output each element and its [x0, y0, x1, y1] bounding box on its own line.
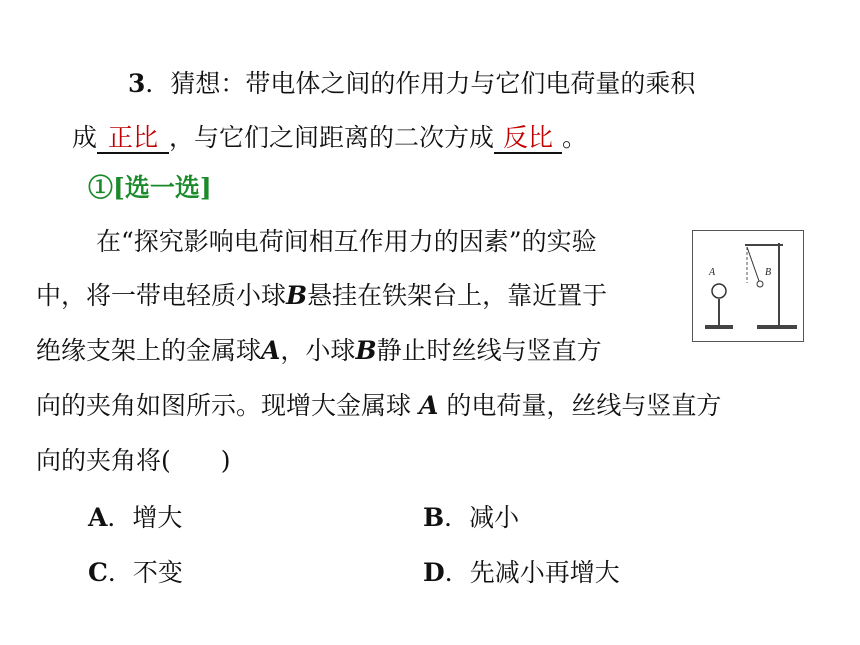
experiment-diagram [693, 231, 803, 341]
question-line-1: 在“探究影响电荷间相互作用力的因素”的实验 [96, 227, 597, 256]
intro-text-2-end: 。 [562, 123, 588, 152]
q3-a: 绝缘支架上的金属球 [36, 336, 262, 365]
option-c-text: 不变 [132, 558, 183, 587]
intro-line-1 [128, 68, 695, 100]
option-b-letter: B [423, 503, 445, 532]
option-a-dot: ． [107, 503, 133, 532]
option-b[interactable] [423, 502, 519, 534]
experiment-figure [692, 230, 804, 342]
question-line-5: 向的夹角将( ) [36, 446, 231, 475]
q4-b: A [418, 391, 439, 420]
option-c-letter: C [88, 558, 108, 587]
stand-a-base [705, 325, 733, 329]
item-number-sep: ． [145, 69, 171, 98]
intro-text-2-mid: ，与它们之间距离的二次方成 [169, 123, 495, 152]
option-a-text: 增大 [132, 503, 183, 532]
option-d-text: 先减小再增大 [469, 558, 620, 587]
option-d-letter: D [423, 558, 445, 587]
option-d[interactable] [423, 557, 620, 589]
answer-blank-2: 反比 [494, 124, 562, 154]
item-number: 3 [128, 69, 146, 98]
intro-text-1: 猜想：带电体之间的作用力与它们电荷量的乘积 [170, 69, 696, 98]
q3-d: B [355, 336, 377, 365]
label-b: B [765, 267, 772, 278]
silk-thread [747, 247, 759, 281]
option-a-letter: A [88, 503, 108, 532]
option-b-text: 减小 [469, 503, 520, 532]
q3-c: ，小球 [280, 336, 356, 365]
question-line-4 [36, 390, 721, 422]
option-a[interactable] [88, 502, 182, 534]
q2-b: B [286, 281, 308, 310]
iron-stand-base [757, 325, 797, 329]
option-b-dot: ． [444, 503, 470, 532]
ball-b [757, 281, 763, 287]
option-c[interactable] [88, 557, 183, 589]
intro-text-2-pre: 成 [72, 123, 98, 152]
q3-e: 静止时丝线与竖直方 [376, 336, 602, 365]
q2-a: 中，将一带电轻质小球 [36, 281, 287, 310]
question-line-2 [36, 280, 607, 312]
q3-b: A [261, 336, 281, 365]
q4-a: 向的夹角如图所示。现增大金属球 [36, 391, 412, 420]
question-line-3 [36, 335, 602, 367]
label-a: A [709, 267, 716, 278]
section-header: ①[选一选] [88, 173, 212, 202]
q2-c: 悬挂在铁架台上，靠近置于 [307, 281, 608, 310]
option-d-dot: ． [444, 558, 470, 587]
metal-ball-a [712, 284, 726, 298]
q4-c: 的电荷量，丝线与竖直方 [446, 391, 722, 420]
option-c-dot: ． [107, 558, 133, 587]
answer-blank-1: 正比 [97, 124, 169, 154]
intro-line-2 [72, 122, 587, 154]
